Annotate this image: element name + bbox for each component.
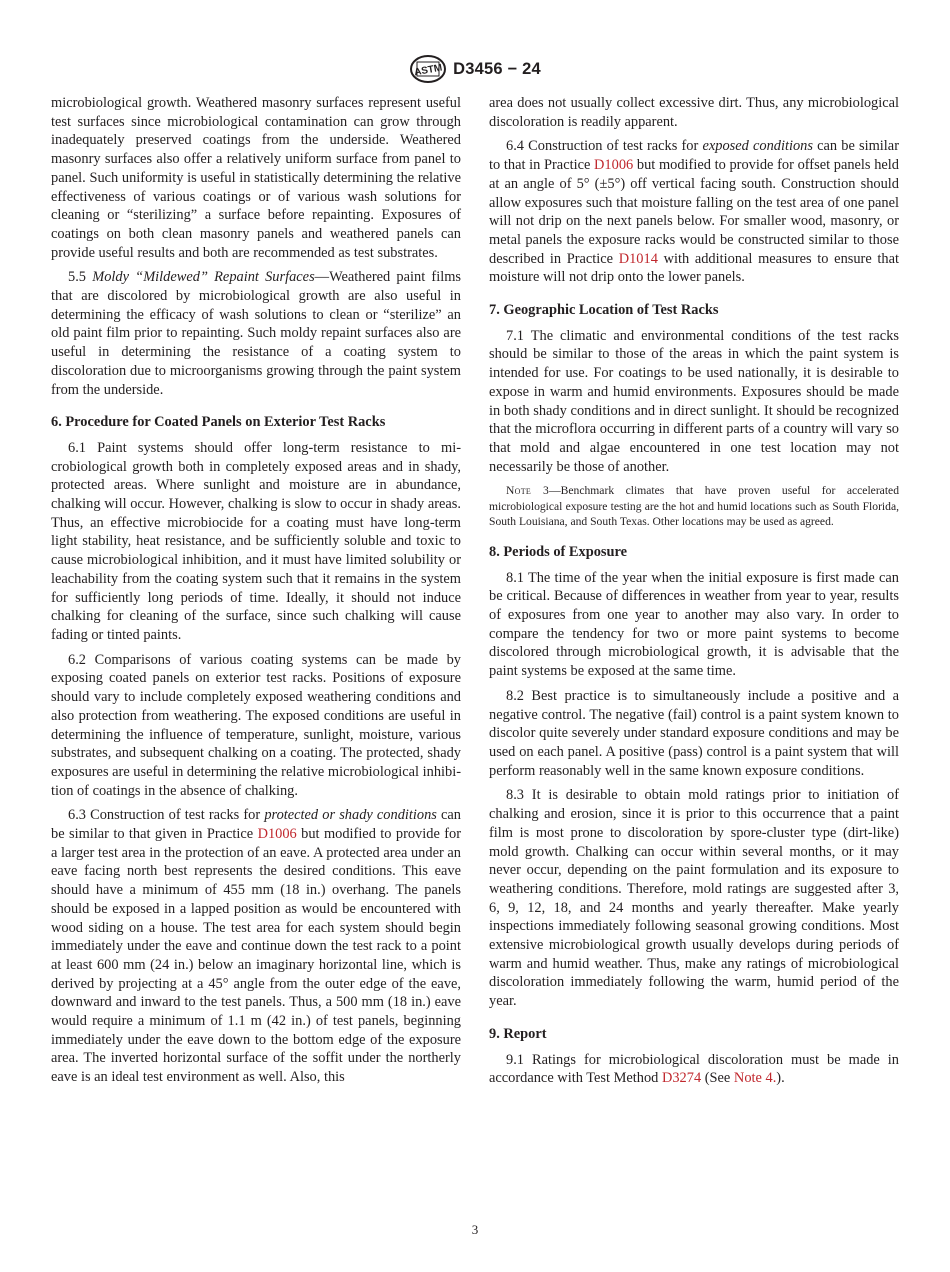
paragraph-9-1 xyxy=(489,1051,899,1088)
reference-link-d1006[interactable]: D1006 xyxy=(594,157,634,174)
paragraph-5-5 xyxy=(51,268,461,399)
text-run: but modified to provide for offset panels held at an angle of 5° (±5°) off vertical facing south. Construction should allow exposures such that moisture falling on the test area of one panel will not drip on the next panels below. For smaller wood, masonry, or metal panels the exposure racks would be constructed similar to those described in Practice xyxy=(489,157,899,267)
page-header xyxy=(0,52,950,86)
section-heading-8: 8. Periods of Exposure xyxy=(489,543,628,560)
emphasis-text: exposed conditions xyxy=(702,138,813,155)
section-heading-6: 6. Procedure for Coated Panels on Exterior Test Racks xyxy=(51,414,386,431)
astm-logo-icon xyxy=(409,54,447,84)
section-heading-9: 9. Report xyxy=(489,1025,547,1042)
note-text: —Benchmark climates that have proven useful for accelerated microbiological exposure testing are the hot and humid locations such as South Florida, South Louisiana, and South Texas. Other locations may be used as agreed. xyxy=(489,484,899,528)
text-run: 6.3 Construction of test racks for xyxy=(68,807,265,824)
text-run: can be similar to that given in Practice xyxy=(51,807,461,843)
paragraph-7-1: 7.1 The climatic and environmental conditions of the test racks should be similar to those of the areas in which the paint system is intended for use. For coatings to be used nationally, it is desirable to expose in warm and humid environments. Exposures should be made in both shady conditions and in direct sunlight. It should be recognized that the microflora occurring in different parts of a country will vary so that mold and algae encountered in one test location may not necessarily be those of another. xyxy=(489,327,899,475)
text-run: but modified to provide for a larger test area in the protection of an eave. A protected area under an eave facing north best represents the desired conditions. This eave should have a minimum of 455 mm (18 in.) overhang. The panels should be exposed in a lapped position as would be encountered with wood siding on a house. The test area for each system should begin immediately under the eave and continue down the test rack to a point at least 600 mm (24 in.) below an imaginary horizontal line, which is derived by projecting at a 45° angle from the outer edge of the eave, downward and inward to the test panels. Thus, a 500 mm (18 in.) eave would require a minimum of 1.1 m (42 in.) of test panels, beginning immediately under the eave down to the bottom edge of the exposure area. The inverted horizontal surface of the soffit under the northerly eave is an ideal test environment as well. Also, this xyxy=(51,826,462,1086)
text-run: can be similar to that in Practice xyxy=(489,138,899,174)
section-heading-7: 7. Geographic Location of Test Racks xyxy=(489,302,719,319)
text-run: 9.1 Ratings for microbiological discoloration must be made in accordance with Test Method xyxy=(489,1051,899,1087)
section-number: 5.5 xyxy=(68,269,86,286)
reference-link-d1006[interactable]: D1006 xyxy=(257,826,297,843)
text-run: 6.4 Construction of test racks for xyxy=(506,138,703,155)
paragraph-6-1: 6.1 Paint systems should offer long-term resistance to microbiological growth both in completely exposed areas and in shady, protected areas. Where sunlight and moisture are in abundance, chalking will occur. However, chalking is slow to occur in shady areas. Thus, an effective microbiocide for a coating must have long-term light stability, heat resistance, and be sufficiently soluble and toxic to cause microbiological inhibition, and it must have limited solubility or leachability from the coating system such that it remains in the system for sufficiently long periods of time. Ideally, it should not induce chalking for cleaning of the surface, since such chalking will cause fading or tinted paints. xyxy=(51,439,461,643)
paragraph-6-3-continued: area does not usually collect excessive dirt. Thus, any microbiological discoloration is readily apparent. xyxy=(489,95,899,130)
standard-designation: D3456 − 24 xyxy=(453,59,541,78)
text-run: (See xyxy=(701,1070,734,1087)
text-run: with additional measures to ensure that moisture will not drip onto the lower panels. xyxy=(489,250,899,286)
paragraph-6-3 xyxy=(51,806,461,1087)
paragraph-6-4 xyxy=(489,137,899,287)
note-label: Note 3 xyxy=(506,484,550,498)
astm-logo-text: ASTM xyxy=(413,62,444,79)
note-3 xyxy=(489,483,899,529)
right-column xyxy=(489,94,899,1094)
paragraph-8-3: 8.3 It is desirable to obtain mold ratings prior to initiation of chalking and erosion, since it is prior to this occurrence that a paint film is most prone to discoloration by spore-cluster type (dirt-like) mold growth. Chalking can occur within several months, or it may never occur, depending on the paint formulation and its exposure to weathering conditions. Therefore, mold ratings are suggested after 3, 6, 9, 12, 18, and 24 months and yearly thereafter. Make yearly inspections immediately following seasonal growing conditions. Most extensive microbiological growth usually develops during periods of warm and humid weather. Thus, make any ratings of microbiological discoloration immediately following the warm, humid period of the year. xyxy=(489,787,899,1010)
paragraph-6-2: 6.2 Comparisons of various coating systems can be made by exposing coated panels on exterior test racks. Positions of exposure should vary to include completely exposed weathering conditions and also protection from weathering. The exposed conditions are useful in determining the influence of temperature, sunlight, moisture, various substrates, and subsequent chalking on a coating. The protected, shady exposures are useful in determining the relative microbiological inhibition of coatings in the absence of chalking. xyxy=(51,651,462,799)
emphasis-text: protected or shady conditions xyxy=(264,807,437,824)
section-text: —Weathered paint films that are discolored by microbiological growth are also useful in determining the efficacy of wash solutions to clean or “sterilize” an old paint film prior to repainting. Such moldy repaint surfaces also are useful in determining the resistance of a coating system to discoloration due to microorganisms growing through the paint system from the underside. xyxy=(51,269,461,398)
paragraph-8-2: 8.2 Best practice is to simultaneously include a positive and a negative control. The negative (fail) control is a paint system known to discolor quite severely under standard exposure conditions and may be used on each panel. A positive (pass) control is a paint system that will perform reasonably well in the same known exposure conditions. xyxy=(489,687,899,779)
reference-link-d3274[interactable]: D3274 xyxy=(661,1070,702,1087)
paragraph-8-1: 8.1 The time of the year when the initial exposure is first made can be critical. Because of differences in weather from year to year, results of exposures from one year to another may also vary. In order to compare the tendency for two or more paint systems to become discolored through microbiological growth, it is advisable that the paint systems be exposed at the same time. xyxy=(489,569,899,680)
left-column xyxy=(51,94,461,1093)
paragraph-5-4-continued: microbiological growth. Weathered masonry surfaces represent useful test surfaces since microbiological contamination can grow through inadequately preserved coatings from the underside. Weathered masonry surfaces also offer a relatively uniform surface from panel to panel. Such uniformity is useful in statistically determining the relative effectiveness of various coatings or of various wash solutions for cleaning or “sterilizing” a surface before repainting. Exposures of coatings on both clean masonry panels and weathered panels can provide useful results and both are recommended as test substrates. xyxy=(51,95,461,261)
page-number: 3 xyxy=(471,1222,479,1237)
reference-link-d1014[interactable]: D1014 xyxy=(618,250,658,267)
reference-link-note-4[interactable]: Note 4. xyxy=(733,1070,777,1087)
text-run: ). xyxy=(776,1070,785,1087)
section-title: Moldy “Mildewed” Repaint Surfaces xyxy=(92,269,315,286)
